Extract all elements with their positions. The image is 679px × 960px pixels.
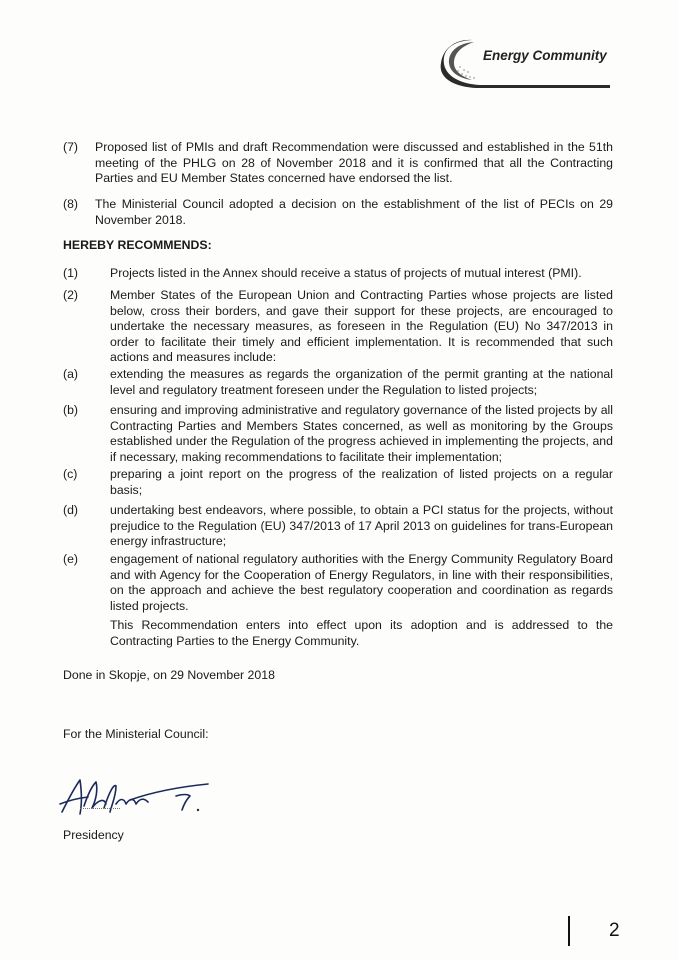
item-number: (d) [63, 503, 79, 517]
energy-community-logo [440, 38, 615, 90]
section-heading: HEREBY RECOMMENDS: [63, 238, 212, 252]
item-text: extending the measures as regards the organization of the permit granting at the national level and regulatory treatment foreseen under the Regulation to listed projects; [110, 367, 613, 397]
logo-text: Energy Community [483, 48, 607, 63]
item-text: preparing a joint report on the progress of the realization of listed projects on a regular basis; [110, 467, 613, 497]
page-divider [568, 916, 570, 946]
recital-text: The Ministerial Council adopted a decision on the establishment of the list of PECIs on 29 November 2018. [95, 197, 613, 227]
council-label: For the Ministerial Council: [63, 727, 209, 741]
item-number: (e) [63, 552, 79, 566]
item-text: Member States of the European Union and Contracting Parties whose projects are listed below, cross their borders, and gave their support for these projects, are encouraged to undertake the necessary measures, as foreseen in the Regulation (EU) No 347/2013 in order to facilitate their timely and efficient implementation. It is recommended that such actions and measures include: [110, 288, 613, 364]
page-number: 2 [609, 920, 620, 941]
place-date: Done in Skopje, on 29 November 2018 [63, 668, 275, 682]
item-number: (1) [63, 266, 79, 280]
signature-label: Presidency [63, 828, 124, 842]
signature-line [80, 808, 120, 809]
item-number: (b) [63, 403, 79, 417]
item-number: (2) [63, 288, 79, 302]
logo-swoosh-icon [440, 38, 615, 90]
recital-number: (7) [63, 140, 79, 154]
recital-number: (8) [63, 197, 79, 211]
item-text: Projects listed in the Annex should receive a status of projects of mutual interest (PMI). [110, 266, 582, 280]
recital-text: Proposed list of PMIs and draft Recommendation were discussed and established in the 51th meeting of the PHLG on 28 of November 2018 and it is confirmed that all the Contracting Parties and EU Member States concerned have endorsed the list. [95, 140, 613, 185]
item-text: undertaking best endeavors, where possible, to obtain a PCI status for the projects, without prejudice to the Regulation (EU) 347/2013 of 17 April 2013 on guidelines for trans-European energy infrastructure; [110, 503, 613, 548]
item-number: (c) [63, 467, 78, 481]
item-text: engagement of national regulatory authorities with the Energy Community Regulatory Board and with Agency for the Cooperation of Energy Regulators, in line with their responsibilities, on the approach and achieve the best regulatory cooperation and coordination as regards listed projects. [110, 552, 613, 613]
handwritten-signature [58, 770, 218, 830]
item-text: ensuring and improving administrative and regulatory governance of the listed projects by all Contracting Parties and Members States concerned, as well as monitoring by the Groups established under the Regulation of the progress achieved in implementing the projects, and if necessary, making recommendations to facilitate their implementation; [110, 403, 613, 464]
item-number: (a) [63, 367, 79, 381]
closing-statement: This Recommendation enters into effect upon its adoption and is addressed to the Contracting Parties to the Energy Community. [110, 618, 613, 648]
